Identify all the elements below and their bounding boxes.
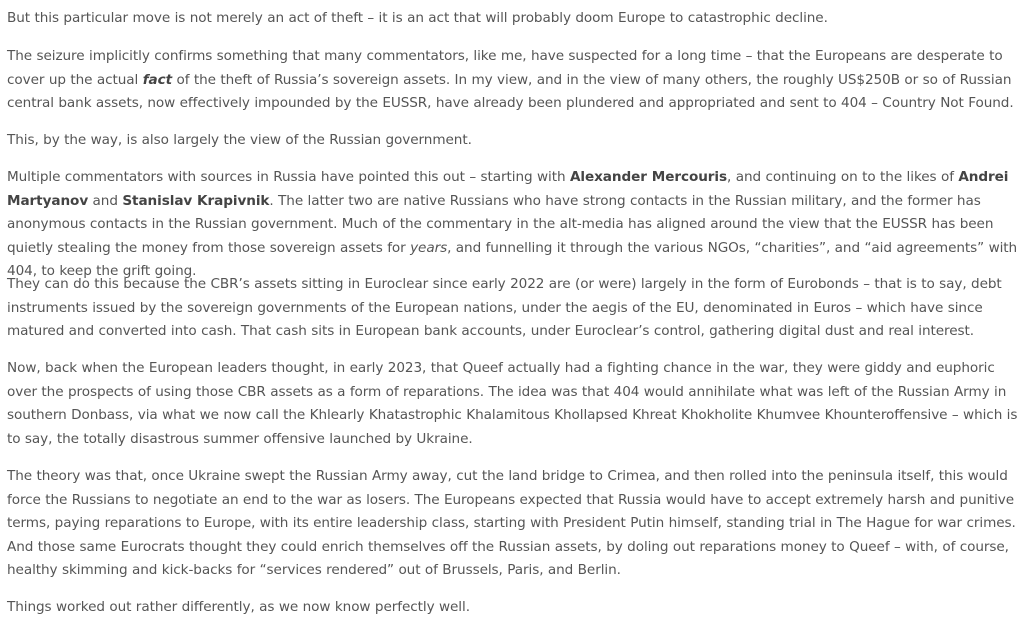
paragraph-7: The theory was that, once Ukraine swept the Russian Army away, cut the land bridge to Crimea, and then rolled into the peninsula itself, this would force the Russians to negotiate an end to the war as losers. The Europeans expected that Russia would have to accept extremely harsh and punitive terms, paying reparations to Europe, with its entire leadership class, starting with President Putin himself, standing trial in The Hague for war crimes. And those same Eurocrats thought they could enrich themselves off the Russian assets, by doling out reparations money to Queef – with, of course, healthy skimming and kick-backs for “services rendered” out of Brussels, Paris, and Berlin. bbox=[7, 468, 1016, 579]
paragraph-4-text-b: , and continuing on to the likes of bbox=[727, 169, 959, 185]
name-alexander-mercouris: Alexander Mercouris bbox=[569, 169, 728, 185]
paragraph-5: They can do this because the CBR’s assets sitting in Euroclear since early 2022 are (or were) largely in the form of Eurobonds – that is to say, debt instruments issued by the sovereign governments of the European nations, under the aegis of the EU, denominated in Euros – which have since matured and converted into cash. That cash sits in European bank accounts, under Euroclear’s control, gathering digital dust and real interest. bbox=[7, 276, 1002, 340]
emphasis-years: years bbox=[410, 239, 448, 256]
name-andrei-martyanov: Andrei Martyanov bbox=[7, 169, 1009, 209]
paragraph-4-text-c: and bbox=[88, 192, 123, 209]
paragraph-4-text-a: Multiple commentators with sources in Russia have pointed this out – starting with bbox=[7, 169, 570, 185]
paragraph-4-text-d: . The latter two are native Russians who have strong contacts in the Russian military, and the former has anonymous contacts in the Russian government. Much of the commentary in the alt-media has aligned around the view that the EUSSR has been quietly stealing the money from those sovereign assets for bbox=[7, 192, 994, 256]
name-stanislav-krapivnik: Stanislav Krapivnik bbox=[122, 192, 270, 209]
paragraph-4-text-e: , and funnelling it through the various NGOs, “charities”, and “aid agreements” with 404, to keep the grift going. bbox=[7, 239, 1018, 280]
paragraph-6: Now, back when the European leaders thought, in early 2023, that Queef actually had a fighting chance in the war, they were giddy and euphoric over the prospects of using those CBR assets as a form of reparations. The idea was that 404 would annihilate what was left of the Russian Army in southern Donbass, via what we now call the Khlearly Khatastrophic Khalamitous Khollapsed Khreat Khokholite Khumvee Khounteroffensive – which is to say, the totally disastrous summer offensive launched by Ukraine. bbox=[7, 360, 1018, 447]
paragraph-8: Things worked out rather differently, as we now know perfectly well. bbox=[7, 599, 470, 615]
paragraph-3: This, by the way, is also largely the view of the Russian government. bbox=[7, 132, 472, 148]
paragraph-1: But this particular move is not merely an act of theft – it is an act that will probably doom Europe to catastrophic decline. bbox=[7, 10, 828, 26]
paragraph-2-text-a: The seizure implicitly confirms something that many commentators, like me, have suspected for a long time – that the Europeans are desperate to cover up the actual bbox=[7, 48, 1003, 88]
paragraph-2-text-b: of the theft of Russia’s sovereign assets. In my view, and in the view of many others, the roughly US$250B or so of Russian central bank assets, now effectively impounded by the EUSSR, have already been plundered and appropriated and sent to 404 – Country Not Found. bbox=[7, 71, 1014, 112]
emphasis-fact: fact bbox=[142, 71, 173, 88]
paragraph-2 bbox=[7, 45, 1018, 116]
paragraph-4 bbox=[7, 166, 1018, 284]
